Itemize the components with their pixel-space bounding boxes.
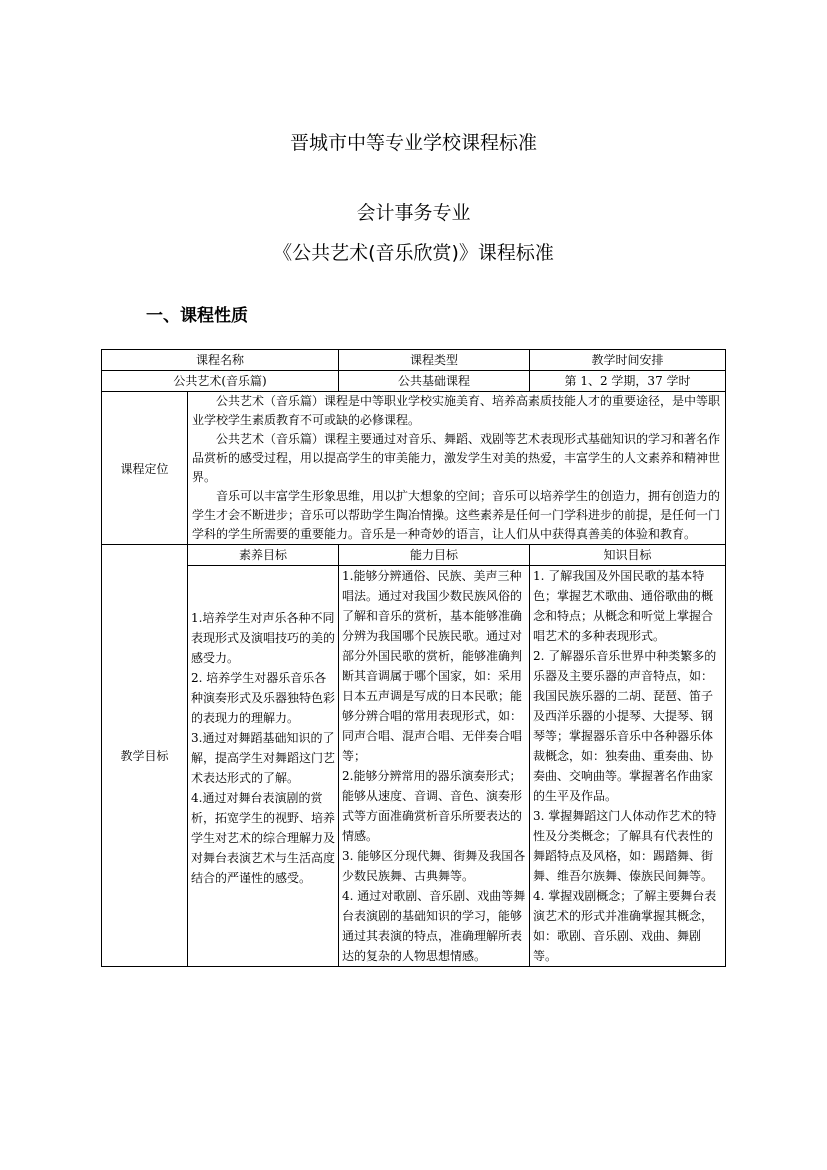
course-name-value: 公共艺术(音乐篇) <box>102 371 339 392</box>
list-item: 4. 掌握戏剧概念；了解主要舞台表演艺术的形式并准确掌握其概念，如：歌剧、音乐剧、戏曲、舞剧等。 <box>533 889 717 963</box>
course-type-value: 公共基础课程 <box>339 371 530 392</box>
positioning-paragraph: 公共艺术（音乐篇）课程是中等职业学校实施美育、培养高素质技能人才的重要途径，是中等职业学校学生素质教育不可或缺的必修课程。 <box>192 394 721 427</box>
header-knowledge: 知识目标 <box>530 545 726 566</box>
table-header-row <box>102 350 726 371</box>
literacy-objectives <box>188 566 339 967</box>
objectives-content-row <box>102 566 726 967</box>
course-table <box>101 349 726 967</box>
major-title: 会计事务专业 <box>356 202 471 224</box>
positioning-content <box>188 392 726 545</box>
list-item: 2. 了解器乐音乐世界中种类繁多的乐器及主要乐器的声音特点，如：我国民族乐器的二胡、琵琶、笛子及西洋乐器的小提琴、大提琴、钢琴等；掌握器乐音乐中各种器乐体裁概念，如：独奏曲、重奏曲、协奏曲、交响曲等。掌握著名作曲家的生平及作品。 <box>533 649 717 803</box>
header-ability: 能力目标 <box>339 545 530 566</box>
positioning-paragraph: 公共艺术（音乐篇）课程主要通过对音乐、舞蹈、戏剧等艺术表现形式基础知识的学习和著名作品赏析的感受过程，用以提高学生的审美能力，激发学生对美的热爱，丰富学生的人文素养和精神世界。 <box>192 432 721 484</box>
list-item: 3.通过对舞蹈基础知识的了解，提高学生对舞蹈这门艺术表达形式的了解。 <box>191 731 336 785</box>
positioning-row <box>102 392 726 545</box>
knowledge-objectives <box>530 566 726 967</box>
list-item: 2. 培养学生对器乐音乐各种演奏形式及乐器独特色彩的表现力的理解力。 <box>191 671 336 725</box>
list-item: 3. 掌握舞蹈这门人体动作艺术的特性及分类概念；了解具有代表性的舞蹈特点及风格，如：踢踏舞、街舞、维吾尔族舞、傣族民间舞等。 <box>533 809 717 883</box>
list-item: 2.能够分辨常用的器乐演奏形式；能够从速度、音调、音色、演奏形式等方面准确赏析音乐所要表达的情感。 <box>342 769 523 843</box>
list-item: 1.能够分辨通俗、民族、美声三种唱法。通过对我国少数民族风俗的了解和音乐的赏析，基本能够准确分辨为我国哪个民族民歌。通过对部分外国民歌的赏析，能够准确判断其音调属于哪个国家，如：采用日本五声调是写成的日本民歌；能够分辨合唱的常用表现形式，如：同声合唱、混声合唱、无伴奏合唱等； <box>342 569 523 763</box>
list-item: 1. 了解我国及外国民歌的基本特色；掌握艺术歌曲、通俗歌曲的概念和特点；从概念和听觉上掌握合唱艺术的多种表现形式。 <box>533 569 714 643</box>
course-title: 《公共艺术(音乐欣赏)》课程标准 <box>273 242 554 264</box>
positioning-label: 课程定位 <box>102 392 188 545</box>
table-row <box>102 371 726 392</box>
schedule-value: 第 1、2 学期，37 学时 <box>530 371 726 392</box>
list-item: 4.通过对舞台表演剧的赏析，拓宽学生的视野、培养学生对艺术的综合理解力及对舞台表演艺术与生活高度结合的严谨性的感受。 <box>191 791 336 885</box>
header-course-name: 课程名称 <box>102 350 339 371</box>
header-literacy: 素养目标 <box>188 545 339 566</box>
list-item: 1.培养学生对声乐各种不同表现形式及演唱技巧的美的感受力。 <box>191 611 336 665</box>
header-course-type: 课程类型 <box>339 350 530 371</box>
section-heading: 一、课程性质 <box>146 306 248 326</box>
positioning-paragraph: 音乐可以丰富学生形象思维，用以扩大想象的空间；音乐可以培养学生的创造力，拥有创造力的学生才会不断进步；音乐可以帮助学生陶冶情操。这些素养是任何一门学科进步的前提，是任何一门学科的学生所需要的重要能力。音乐是一种奇妙的语言，让人们从中获得真善美的体验和教育。 <box>192 489 721 541</box>
list-item: 3. 能够区分现代舞、街舞及我国各少数民族舞、古典舞等。 <box>342 849 526 883</box>
document-header: 晋城市中等专业学校课程标准 <box>289 132 537 154</box>
ability-objectives <box>339 566 530 967</box>
header-schedule: 教学时间安排 <box>530 350 726 371</box>
objectives-label: 教学目标 <box>102 545 188 967</box>
list-item: 4. 通过对歌剧、音乐剧、戏曲等舞台表演剧的基础知识的学习，能够通过其表演的特点，准确理解所表达的复杂的人物思想情感。 <box>342 889 526 963</box>
objectives-header-row <box>102 545 726 566</box>
